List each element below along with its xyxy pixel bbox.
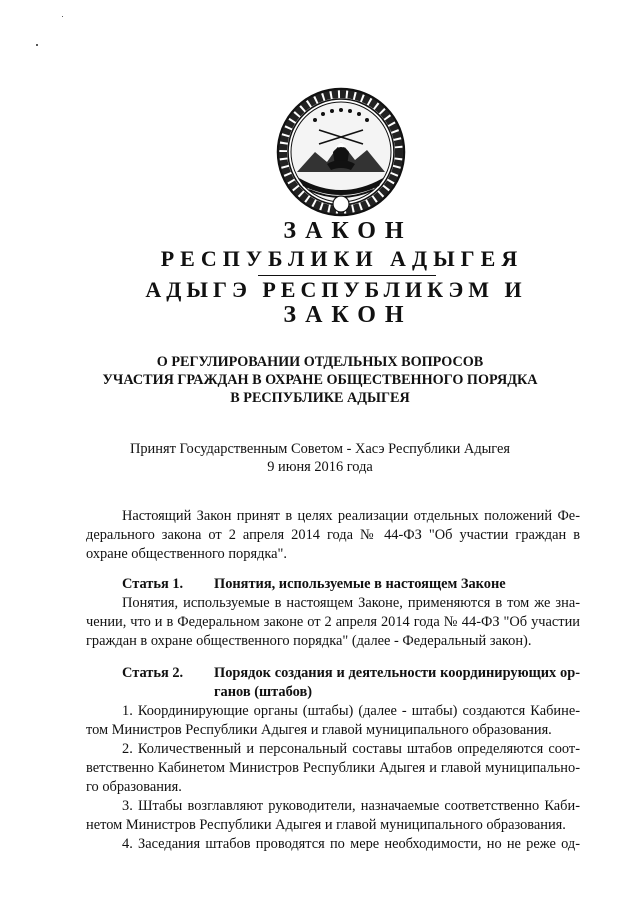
- article-2-line: 3. Штабы возглавляют руководители, назначаемые соответственно Каби-: [122, 798, 580, 814]
- article-2-line: ветственно Кабинетом Министров Республики Адыгея и главой муниципально-: [86, 760, 580, 776]
- preamble-line: дерального закона от 2 апреля 2014 года № 44-ФЗ "Об участии граждан в: [86, 527, 580, 543]
- law-heading-ru: ЗАКОН: [283, 218, 413, 244]
- republic-heading-ru: РЕСПУБЛИКИ АДЫГЕЯ: [160, 246, 524, 271]
- article-2-line: нетом Министров Республики Адыгея и главой муниципального образования.: [86, 817, 566, 833]
- article-2-line: 2. Количественный и персональный составы штабов определяются соот-: [122, 741, 580, 757]
- article-2-line: том Министров Республики Адыгея и главой муниципального образования.: [86, 722, 552, 738]
- article-1-title: Понятия, используемые в настоящем Законе: [214, 576, 506, 592]
- scan-speck: [36, 44, 38, 46]
- article-2-title: Порядок создания и деятельности координирующих ор-: [214, 665, 580, 681]
- law-name-line: УЧАСТИЯ ГРАЖДАН В ОХРАНЕ ОБЩЕСТВЕННОГО ПОРЯДКА: [102, 372, 538, 388]
- law-name-line: В РЕСПУБЛИКЕ АДЫГЕЯ: [230, 390, 410, 406]
- adoption-date: 9 июня 2016 года: [267, 459, 373, 475]
- article-2-title: ганов (штабов): [214, 684, 313, 700]
- article-1-label: Статья 1.: [122, 576, 184, 592]
- article-1-line: граждан в охране общественного порядка" (далее - Федеральный закон).: [86, 633, 532, 649]
- preamble-line: Настоящий Закон принят в целях реализации отдельных положений Фе-: [122, 508, 580, 524]
- law-heading-adyghe: ЗАКОН: [283, 302, 413, 328]
- law-name-line: О РЕГУЛИРОВАНИИ ОТДЕЛЬНЫХ ВОПРОСОВ: [156, 354, 484, 370]
- article-2-label: Статья 2.: [122, 665, 184, 681]
- article-1-line: Понятия, используемые в настоящем Законе, применяются в том же зна-: [122, 595, 580, 611]
- scan-speck: [62, 16, 63, 17]
- preamble-line: охране общественного порядка".: [86, 546, 288, 562]
- article-2-line: 1. Координирующие органы (штабы) (далее - штабы) создаются Кабине-: [122, 703, 580, 719]
- republic-heading-adyghe: АДЫГЭ РЕСПУБЛИКЭМ И: [145, 277, 527, 302]
- article-2-line: 4. Заседания штабов проводятся по мере необходимости, но не реже од-: [122, 836, 580, 852]
- heading-divider: [258, 275, 436, 276]
- adoption-body: Принят Государственным Советом - Хасэ Республики Адыгея: [129, 441, 511, 457]
- adygea-coat-of-arms-icon: [275, 86, 407, 218]
- article-1-line: чении, что и в Федеральном законе от 2 апреля 2014 года № 44-ФЗ "Об участии: [86, 614, 580, 630]
- article-2-line: го образования.: [86, 779, 182, 795]
